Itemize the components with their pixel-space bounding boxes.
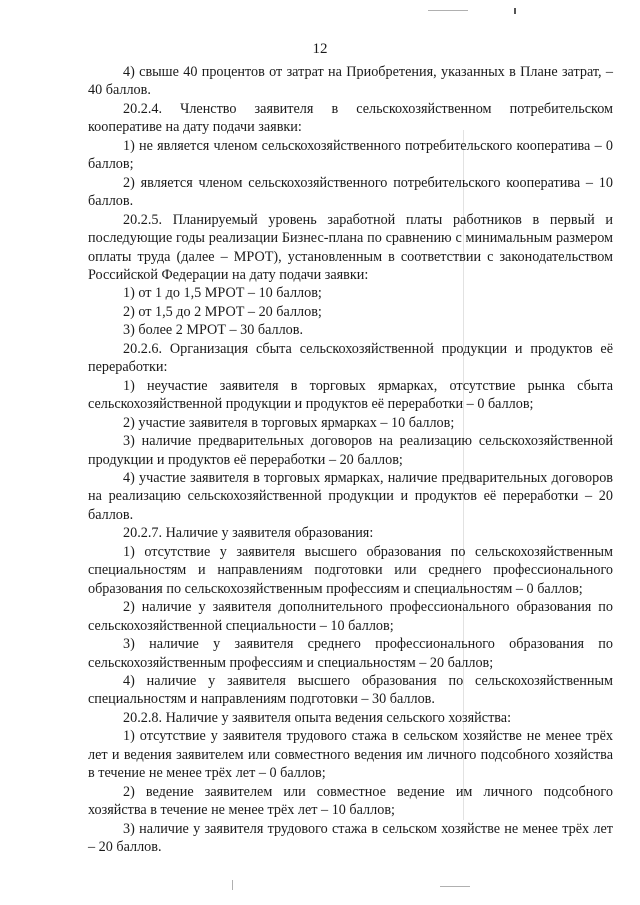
list-item: 3) наличие у заявителя среднего профессионального образования по сельскохозяйственным профессиям и специальностям – 20 баллов; <box>88 636 613 671</box>
list-item: 1) отсутствие у заявителя трудового стажа в сельском хозяйстве не менее трёх лет и ведения заявителем или совместного ведения им личного подсобного хозяйства в течение не менее трёх лет – 0 баллов; <box>88 728 613 782</box>
list-item: 4) наличие у заявителя высшего образования по сельскохозяйственным специальностям и направлениям подготовки – 30 баллов. <box>88 672 613 708</box>
section-heading: 20.2.5. Планируемый уровень заработной платы работников в первый и последующие годы реализации Бизнес-плана по сравнению с минимальным размером оплаты труда (далее – МРОТ), установленным в соответствии с законодательством Российской Федерации на дату подачи заявки: <box>88 211 613 283</box>
scan-artifact-bottom-left <box>232 880 233 890</box>
section-heading: 20.2.7. Наличие у заявителя образования: <box>123 525 374 542</box>
list-item: 1) неучастие заявителя в торговых ярмарках, отсутствие рынка сбыта сельскохозяйственной продукции и продуктов её переработки – 0 баллов; <box>88 377 613 413</box>
scan-artifact-top-tick <box>514 8 516 14</box>
list-item: 3) наличие предварительных договоров на реализацию сельскохозяйственной продукции и продуктов её переработки – 20 баллов; <box>88 433 613 468</box>
paragraph: 4) свыше 40 процентов от затрат на Приобретения, указанных в Плане затрат, – 40 баллов. <box>88 64 613 99</box>
scan-artifact-top <box>428 10 468 11</box>
page-number: 12 <box>312 41 328 57</box>
list-item: 1) от 1 до 1,5 МРОТ – 10 баллов; <box>123 285 322 302</box>
list-item: 2) участие заявителя в торговых ярмарках – 10 баллов; <box>123 414 455 431</box>
list-item: 3) более 2 МРОТ – 30 баллов. <box>123 322 304 339</box>
list-item: 2) от 1,5 до 2 МРОТ – 20 баллов; <box>123 303 322 320</box>
list-item: 1) не является членом сельскохозяйственного потребительского кооператива – 0 баллов; <box>88 137 613 173</box>
list-item: 2) является членом сельскохозяйственного потребительского кооператива – 10 баллов. <box>88 174 613 210</box>
list-item: 2) наличие у заявителя дополнительного профессионального образования по сельскохозяйственной специальности – 10 баллов; <box>88 599 613 634</box>
section-heading: 20.2.4. Членство заявителя в сельскохозяйственном потребительском кооперативе на дату подачи заявки: <box>88 100 613 136</box>
list-item: 1) отсутствие у заявителя высшего образования по сельскохозяйственным специальностям и направлениям подготовки или среднего профессионального образования по сельскохозяйственным профессиям и специальностям – 0 баллов; <box>88 543 613 597</box>
list-item: 4) участие заявителя в торговых ярмарках, наличие предварительных договоров на реализацию сельскохозяйственной продукции и продуктов её переработки – 20 баллов. <box>88 469 613 523</box>
document-body <box>88 63 613 856</box>
list-item: 3) наличие у заявителя трудового стажа в сельском хозяйстве не менее трёх лет – 20 баллов. <box>88 820 613 856</box>
section-heading: 20.2.8. Наличие у заявителя опыта ведения сельского хозяйства: <box>123 709 512 726</box>
list-item: 2) ведение заявителем или совместное ведение им личного подсобного хозяйства в течение не менее трёх лет – 10 баллов; <box>88 783 613 819</box>
section-heading: 20.2.6. Организация сбыта сельскохозяйственной продукции и продуктов её переработки: <box>88 340 613 376</box>
scan-artifact-bottom <box>440 886 470 887</box>
